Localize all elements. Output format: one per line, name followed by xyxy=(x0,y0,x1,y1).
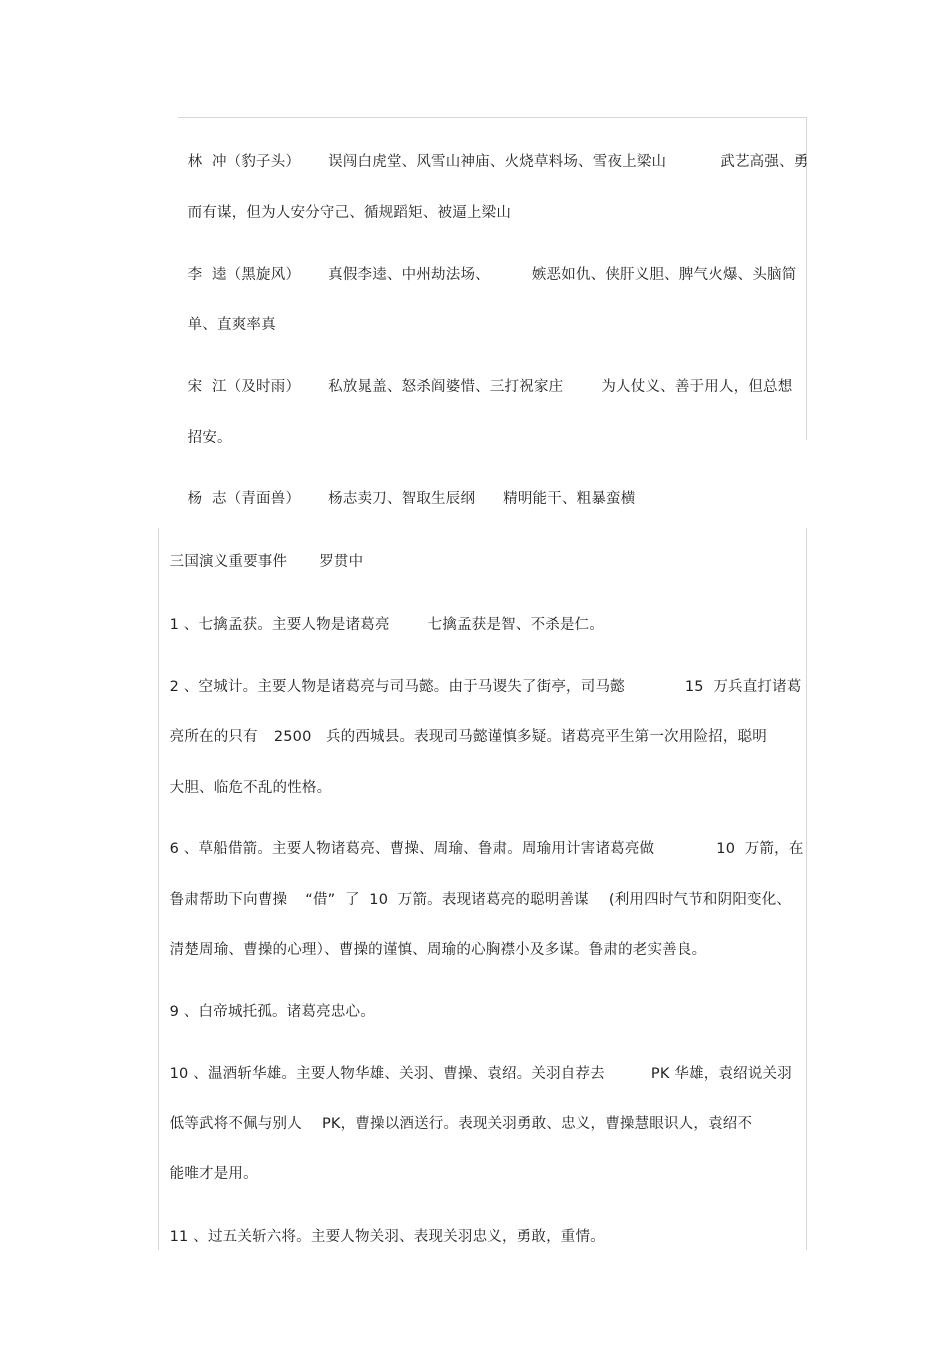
character-events: 误闯白虎堂、风雪山神庙、火烧草料场、雪夜上梁山 xyxy=(328,154,667,170)
event-text: 低等武将不佩与别人 xyxy=(169,1116,302,1132)
character-traits-continued: 而有谋，但为人安分守己、循规蹈矩、被逼上梁山 xyxy=(187,205,512,221)
event-text: 能唯才是用。 xyxy=(169,1166,258,1182)
character-events: 私放晁盖、怒杀阎婆惜、三打祝家庄 xyxy=(328,379,564,395)
event-item-2-line-1 xyxy=(160,657,802,697)
character-traits-continued: 单、直爽率真 xyxy=(187,317,276,333)
character-traits: 嫉恶如仇、侠肝义胆、脾气火爆、头脑简 xyxy=(531,267,797,283)
table-border-top xyxy=(178,117,806,118)
event-text: 1 、七擒孟获。主要人物是诸葛亮 xyxy=(169,617,390,633)
event-text: 2 、空城计。主要人物是诸葛亮与司马懿。由于马谡失了街亭，司马懿 xyxy=(169,679,625,695)
event-item-2-line-3 xyxy=(160,758,331,798)
character-name: 李 逵（黑旋风） xyxy=(187,267,301,283)
section-author: 罗贯中 xyxy=(319,554,364,570)
row-yang-zhi-line-1 xyxy=(178,469,635,509)
row-song-jiang-line-1 xyxy=(178,357,792,397)
event-item-9 xyxy=(160,982,375,1022)
event-text: 10 、温酒斩华雄。主要人物华雄、关羽、曹操、袁绍。关羽自荐去 xyxy=(169,1066,605,1082)
character-events: 杨志卖刀、智取生辰纲 xyxy=(328,491,476,507)
event-text: 鲁肃帮助下向曹操 xyxy=(169,892,288,908)
event-text-continued: PK，曹操以酒送行。表现关羽勇敢、忠义，曹操慧眼识人，袁绍不 xyxy=(321,1116,753,1132)
character-traits: 精明能干、粗暴蛮横 xyxy=(503,491,636,507)
event-text: 11 、过五关斩六将。主要人物关羽、表现关羽忠义，勇敢，重情。 xyxy=(169,1229,605,1245)
event-text-note: (利用四时气节和阴阳变化、 xyxy=(608,892,792,908)
event-text-continued: 15 万兵直打诸葛 xyxy=(684,679,802,695)
event-text-continued: 七擒孟获是智、不杀是仁。 xyxy=(427,617,605,633)
event-item-10-line-1 xyxy=(160,1044,792,1084)
character-name: 杨 志（青面兽） xyxy=(187,491,301,507)
row-li-kui-line-1 xyxy=(178,245,796,285)
row-song-jiang-line-2 xyxy=(178,408,232,448)
character-traits: 为人仗义、善于用人，但总想 xyxy=(601,379,793,395)
character-events: 真假李逵、中州劫法场、 xyxy=(328,267,490,283)
event-item-6-line-3 xyxy=(160,920,706,960)
character-name: 宋 江（及时雨） xyxy=(187,379,301,395)
event-text: 大胆、临危不乱的性格。 xyxy=(169,780,332,796)
event-text: 清楚周瑜、曹操的心理）、曹操的谨慎、周瑜的心胸襟小及多谋。鲁肃的老实善良。 xyxy=(169,942,707,958)
character-traits: 武艺高强、勇 xyxy=(720,154,809,170)
event-text: 9 、白帝城托孤。诸葛亮忠心。 xyxy=(169,1004,375,1020)
event-item-1 xyxy=(160,595,604,635)
event-item-11 xyxy=(160,1207,605,1247)
section-border-right xyxy=(806,528,807,1250)
event-text: 亮所在的只有 xyxy=(169,729,258,745)
event-item-6-line-2 xyxy=(160,870,791,910)
event-text-continued: “借” 了 10 万箭。表现诸葛亮的聪明善谋 xyxy=(305,892,589,908)
event-item-2-line-2 xyxy=(160,707,767,747)
section-border-left xyxy=(158,528,159,1250)
event-item-6-line-1 xyxy=(160,819,804,859)
event-text-continued: 10 万箭，在 xyxy=(716,841,804,857)
event-item-10-line-3 xyxy=(160,1144,258,1184)
row-lin-chong-line-1 xyxy=(178,132,808,172)
event-item-10-line-2 xyxy=(160,1094,752,1134)
character-name: 林 冲（豹子头） xyxy=(187,154,301,170)
event-text-continued: 2500 兵的西城县。表现司马懿谨慎多疑。诸葛亮平生第一次用险招，聪明 xyxy=(273,729,767,745)
character-traits-continued: 招安。 xyxy=(187,430,232,446)
event-text: 6 、草船借箭。主要人物诸葛亮、曹操、周瑜、鲁肃。周瑜用计害诸葛亮做 xyxy=(169,841,655,857)
row-lin-chong-line-2 xyxy=(178,183,511,223)
section-heading xyxy=(160,532,363,572)
event-text-continued: PK 华雄，袁绍说关羽 xyxy=(650,1066,792,1082)
section-title: 三国演义重要事件 xyxy=(169,554,288,570)
row-li-kui-line-2 xyxy=(178,295,276,335)
